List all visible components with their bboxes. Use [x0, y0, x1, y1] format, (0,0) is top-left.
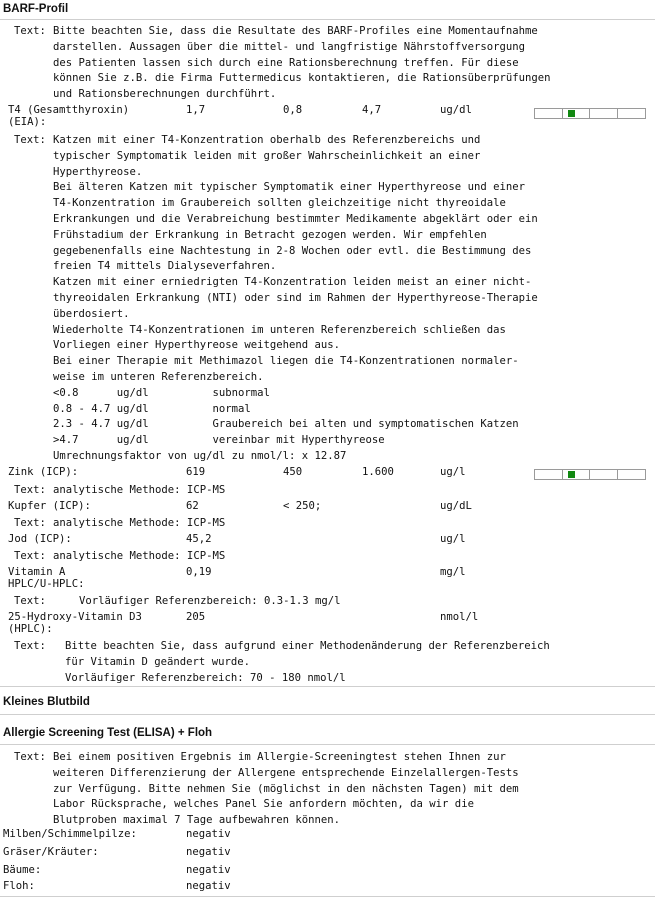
section-title-barf: BARF-Profil [3, 3, 69, 15]
text-label: Text: [14, 517, 46, 529]
allergen-result: negativ [186, 828, 231, 840]
jod-text: analytische Methode: ICP-MS [53, 550, 226, 562]
zink-name: Zink (ICP): [8, 466, 79, 478]
t4-ref-low: 0,8 [283, 104, 303, 116]
kupfer-text: analytische Methode: ICP-MS [53, 517, 226, 529]
t4-ref-high: 4,7 [362, 104, 382, 116]
t4-text: Katzen mit einer T4-Konzentration oberhalb des Referenzbereichs und typischer Symptomatik leiden mit großer Wahrscheinlichkeit an einer Hyperthyreose. Bei älteren Katzen mit typischer Symptomatik einer Hyperthyreose und einer T4-Konzentration im Graubereich sollten gleichzeitige nicht thyreoidale Erkrankungen und die Verabreichung bestimmter Medikamente abgeklärt oder ein Frühstadium der Erkrankung in Betracht gezogen werden. Wir empfehlen gegebenenfalls eine Nachtestung in 2-8 Wochen oder evtl. die Bestimmung des freien T4 mittels Dialyseverfahren. Katzen mit einer erniedrigten T4-Konzentration leiden meist an einer nicht- thyreoidalen Erkrankung (NTI) oder sind im Rahmen der Hyperthyreose-Therapie überdosiert. Wiederholte T4-Konzentrationen im unteren Referenzbereich schließen das Vorliegen einer Hyperthyreose weitgehend aus. Bei einer Therapie mit Methimazol liegen die T4-Konzentrationen normaler- weise im unteren Referenzbereich. <0.8 ug/dl subnormal 0.8 - 4.7 ug/dl normal 2.3 - 4.7 ug/dl Graubereich bei alten und symptomatischen Katzen >4.7 ug/dl vereinbar mit Hyperthyreose Umrechnungsfaktor von ug/dl zu nmol/l: x 12.87 [53, 134, 538, 462]
vita-unit: mg/l [440, 566, 466, 578]
section-divider [0, 896, 655, 897]
zink-unit: ug/l [440, 466, 466, 478]
allergen-result: negativ [186, 880, 231, 892]
t4-range-bar [534, 108, 646, 119]
text-label: Text: [14, 25, 46, 37]
vita-text: Vorläufiger Referenzbereich: 0.3-1.3 mg/l [79, 595, 341, 607]
text-label: Text: [14, 550, 46, 562]
vitd-text: Bitte beachten Sie, dass aufgrund einer Methodenänderung der Referenzbereich für Vitamin D geändert wurde. Vorläufiger Referenzbereich: 70 - 180 nmol/l [65, 640, 550, 684]
allergen-result: negativ [186, 864, 231, 876]
text-label: Text: [14, 484, 46, 496]
zink-value: 619 [186, 466, 206, 478]
kupfer-name: Kupfer (ICP): [8, 500, 91, 512]
section-divider [0, 714, 655, 715]
zink-ref-low: 450 [283, 466, 303, 478]
t4-value: 1,7 [186, 104, 206, 116]
barf-intro-text: Bitte beachten Sie, dass die Resultate des BARF-Profiles eine Momentaufnahme darstellen. Aussagen über die mittel- und langfristige Nährstoffversorgung des Patienten lassen sich durch eine Rationsberechnung treffen. Für diese können Sie z.B. die Firma Futtermedicus kontaktieren, die Rationsüberprüfungen und Rationsberechnungen durchführt. [53, 25, 551, 101]
t4-unit: ug/dl [440, 104, 472, 116]
zink-range-marker [568, 471, 575, 478]
section-divider [0, 744, 655, 745]
kupfer-ref: < 250; [283, 500, 322, 512]
allergie-text: Bei einem positiven Ergebnis im Allergie-Screeningtest stehen Ihnen zur weiteren Differenzierung der Allergene entsprechende Einzelallergen-Tests zur Verfügung. Bitte nehmen Sie (möglichst in den nächsten Tagen) mit dem Labor Rücksprache, welches Panel Sie anfordern möchten, da wir die Blutproben maximal 7 Tage aufbewahren können. [53, 751, 519, 827]
text-label: Text: [14, 595, 46, 607]
jod-unit: ug/l [440, 533, 466, 545]
vitd-unit: nmol/l [440, 611, 479, 623]
kupfer-value: 62 [186, 500, 199, 512]
allergen-result: negativ [186, 846, 231, 858]
vitd-value: 205 [186, 611, 206, 623]
text-label: Text: [14, 751, 46, 763]
allergen-name: Floh: [3, 880, 35, 892]
zink-text: analytische Methode: ICP-MS [53, 484, 226, 496]
kupfer-unit: ug/dL [440, 500, 472, 512]
zink-range-bar [534, 469, 646, 480]
section-title-blutbild: Kleines Blutbild [3, 696, 90, 708]
allergen-name: Bäume: [3, 864, 42, 876]
vita-value: 0,19 [186, 566, 212, 578]
vita-name: Vitamin A HPLC/U-HPLC: [8, 566, 85, 590]
section-divider [0, 19, 655, 20]
section-divider [0, 686, 655, 687]
text-label: Text: [14, 640, 46, 652]
section-title-allergie: Allergie Screening Test (ELISA) + Floh [3, 727, 213, 739]
zink-ref-high: 1.600 [362, 466, 394, 478]
vitd-name: 25-Hydroxy-Vitamin D3 (HPLC): [8, 611, 142, 635]
allergen-name: Milben/Schimmelpilze: [3, 828, 137, 840]
jod-value: 45,2 [186, 533, 212, 545]
t4-range-marker [568, 110, 575, 117]
t4-name: T4 (Gesamtthyroxin) (EIA): [8, 104, 130, 128]
text-label: Text: [14, 134, 46, 146]
allergen-name: Gräser/Kräuter: [3, 846, 99, 858]
jod-name: Jod (ICP): [8, 533, 72, 545]
